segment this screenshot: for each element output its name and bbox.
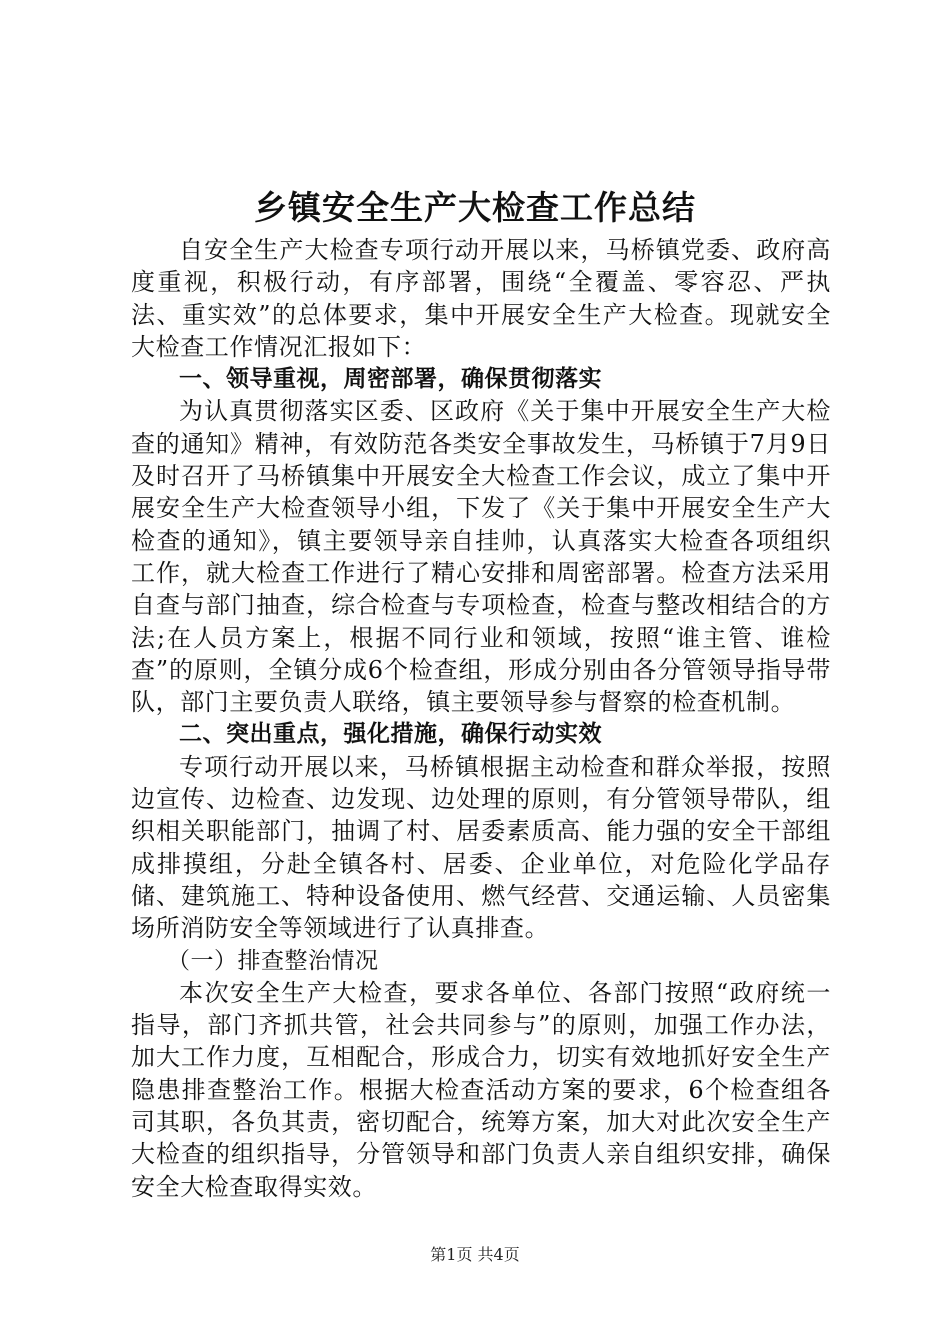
- document-body: [131, 234, 831, 1203]
- document-title: 乡镇安全生产大检查工作总结: [254, 188, 696, 227]
- section-heading-1: 一、领导重视，周密部署，确保贯彻落实: [179, 366, 602, 393]
- subsection-1-paragraph: 本次安全生产大检查，要求各单位、各部门按照“政府统一指导，部门齐抓共管，社会共同参与”的原则，加强工作办法，加大工作力度，互相配合，形成合力，切实有效地抓好安全生产隐患排查整治工作。根据大检查活动方案的要求，6个检查组各司其职，各负其责，密切配合，统筹方案，加大对此次安全生产大检查的组织指导，分管领导和部门负责人亲自组织安排，确保安全大检查取得实效。: [131, 978, 831, 1201]
- section-1-paragraph: 为认真贯彻落实区委、区政府《关于集中开展安全生产大检查的通知》精神，有效防范各类安全事故发生，马桥镇于7月9日及时召开了马桥镇集中开展安全大检查工作会议，成立了集中开展安全生产大检查领导小组，下发了《关于集中开展安全生产大检查的通知》，镇主要领导亲自挂帅，认真落实大检查各项组织工作，就大检查工作进行了精心安排和周密部署。检查方法采用自查与部门抽查，综合检查与专项检查，检查与整改相结合的方法;在人员方案上，根据不同行业和领域，按照“谁主管、谁检查”的原则，全镇分成6个检查组，形成分别由各分管领导指导带队，部门主要负责人联络，镇主要领导参与督察的检查机制。: [131, 397, 831, 717]
- section-heading-2: 二、突出重点，强化措施，确保行动实效: [179, 721, 602, 748]
- page-number-footer: 第1页 共4页: [430, 1245, 520, 1264]
- subsection-heading-1: （一）排查整治情况: [167, 947, 379, 974]
- intro-paragraph: 自安全生产大检查专项行动开展以来，马桥镇党委、政府高度重视，积极行动，有序部署，围绕“全覆盖、零容忍、严执法、重实效”的总体要求，集中开展安全生产大检查。现就安全大检查工作情况汇报如下：: [131, 236, 831, 361]
- section-2-paragraph: 专项行动开展以来，马桥镇根据主动检查和群众举报，按照边宣传、边检查、边发现、边处理的原则，有分管领导带队，组织相关职能部门，抽调了村、居委素质高、能力强的安全干部组成排摸组，分赴全镇各村、居委、企业单位，对危险化学品存储、建筑施工、特种设备使用、燃气经营、交通运输、人员密集场所消防安全等领域进行了认真排查。: [131, 752, 831, 943]
